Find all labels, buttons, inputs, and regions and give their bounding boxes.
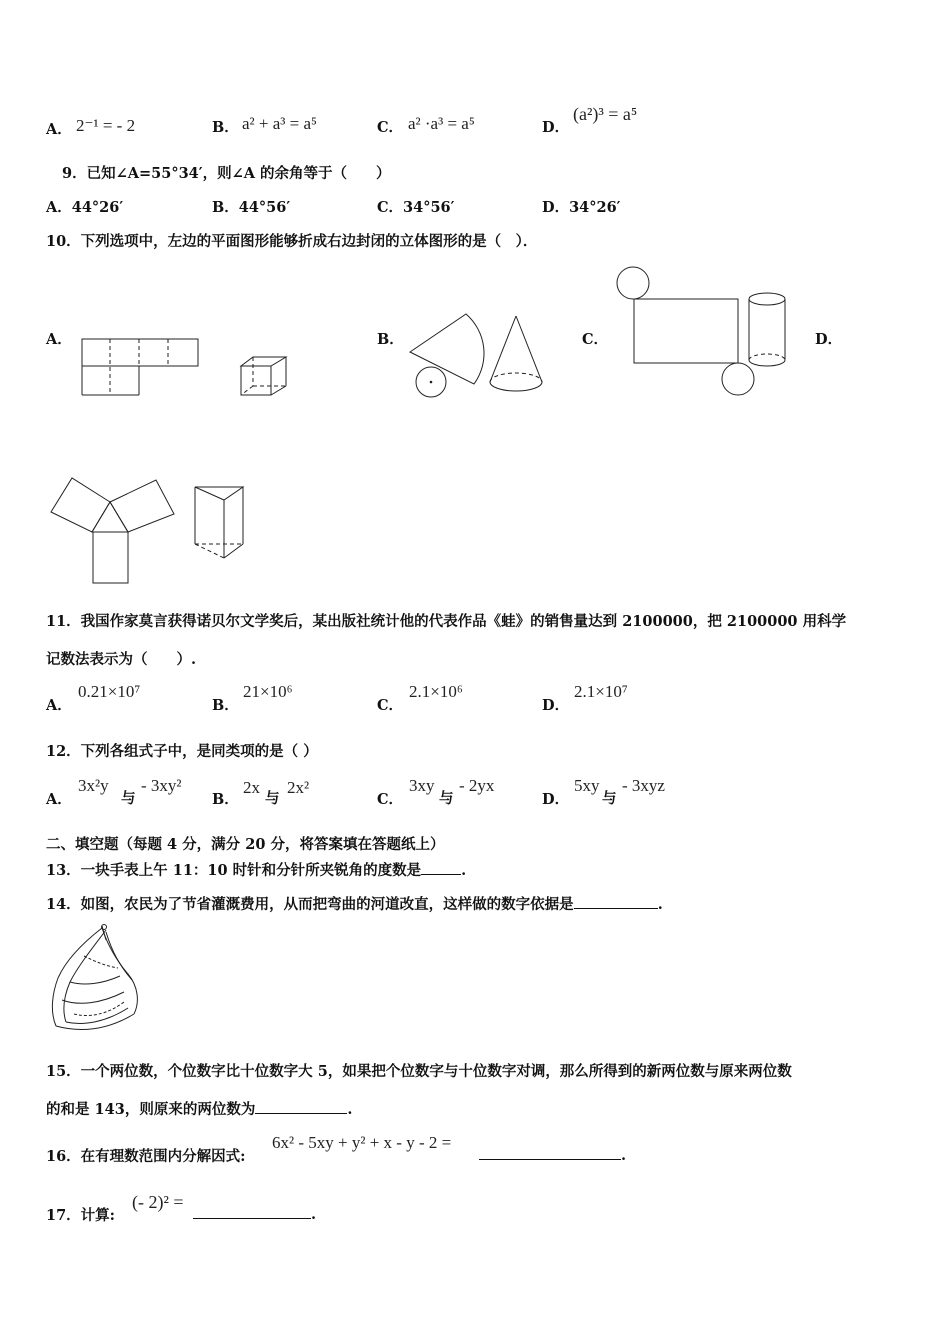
q11-option-b-expr: 21×10⁶ [243, 682, 293, 701]
q12-option-d-letter: D． [542, 791, 570, 808]
q12-option-d-left: 5xy [574, 776, 600, 795]
q15-answer-blank[interactable] [255, 1099, 347, 1114]
q16-answer-blank[interactable] [479, 1145, 621, 1160]
q9-option-d: D．34°26′ [542, 199, 621, 216]
q11-option-d-letter: D． [542, 697, 570, 714]
q10-label-b: B． [377, 331, 404, 348]
q13-answer-blank[interactable] [421, 860, 461, 875]
q8-option-b-letter: B． [212, 119, 239, 136]
q17-blank-line [193, 1204, 316, 1223]
q10-c-cylinder-figure [744, 290, 790, 374]
q16-expr: 6x² - 5xy + y² + x - y - 2 = [272, 1133, 452, 1152]
q12-option-b-connector: 与 [265, 790, 280, 807]
q8-option-d-letter: D． [542, 119, 570, 136]
q13-line [46, 859, 466, 880]
q10-b-sector-circle-figure [404, 310, 486, 400]
q14-line [46, 893, 663, 914]
q15-line2 [46, 1098, 352, 1119]
q11-stem-line2: 记数法表示为（ ）. [46, 651, 197, 668]
q8-option-b-expr: a² + a³ = a⁵ [242, 114, 317, 133]
q16-end: . [621, 1147, 627, 1164]
q14-stem: 14．如图，农民为了节省灌溉费用，从而把弯曲的河道改直，这样做的数字依据是 [46, 896, 574, 913]
q10-a-cube-figure [238, 354, 292, 398]
q8-option-a-letter: A． [46, 121, 72, 138]
q16-stem: 16．在有理数范围内分解因式: [46, 1148, 246, 1165]
q17-expr: (- 2)² = [132, 1192, 184, 1212]
q13-end: . [461, 862, 467, 879]
q8-option-c-letter: C． [377, 119, 404, 136]
q10-c-cylinder-net-figure [612, 264, 756, 398]
q14-river-figure [44, 922, 144, 1038]
section2-heading: 二、填空题（每题 4 分，满分 20 分，将答案填在答题纸上） [46, 836, 445, 853]
q10-label-a: A． [46, 331, 72, 348]
q17-answer-blank[interactable] [193, 1204, 311, 1219]
q12-option-b-right: 2x² [287, 778, 310, 797]
q15-stem-line2: 的和是 143，则原来的两位数为 [46, 1101, 256, 1118]
q12-option-c-right: - 2yx [459, 776, 495, 795]
q14-answer-blank[interactable] [574, 894, 658, 909]
q11-option-b-letter: B． [212, 697, 239, 714]
q12-option-b-left: 2x [243, 778, 260, 797]
q9-option-c: C．34°56′ [377, 199, 455, 216]
q10-a-net-figure [78, 334, 202, 398]
q16-blank-line [479, 1145, 626, 1164]
q17-stem: 17．计算: [46, 1207, 116, 1224]
q11-stem-line1: 11．我国作家莫言获得诺贝尔文学奖后，某出版社统计他的代表作品《蛙》的销售量达到 2100000，把 2100000 用科学 [46, 613, 847, 630]
q12-option-a-letter: A． [46, 791, 72, 808]
q14-end: . [657, 896, 663, 913]
q12-option-d-connector: 与 [602, 790, 617, 807]
q11-option-a-expr: 0.21×10⁷ [78, 682, 141, 701]
q12-option-c-connector: 与 [439, 790, 454, 807]
q11-option-a-letter: A． [46, 697, 72, 714]
q12-option-a-left: 3x²y [78, 776, 109, 795]
q10-b-cone-figure [486, 312, 548, 398]
q8-option-d-expr: (a²)³ = a⁵ [573, 104, 638, 124]
q15-end: . [347, 1101, 353, 1118]
q10-d-prism-figure [190, 484, 250, 564]
q12-stem: 12．下列各组式子中，是同类项的是（ ） [46, 743, 318, 760]
q12-option-c-letter: C． [377, 791, 404, 808]
q10-label-d: D． [815, 331, 843, 348]
q9-option-a: A．44°26′ [46, 199, 124, 216]
q10-label-c: C． [582, 331, 609, 348]
q11-option-d-expr: 2.1×10⁷ [574, 682, 628, 701]
q17-end: . [311, 1206, 317, 1223]
q12-option-b-letter: B． [212, 791, 239, 808]
q12-option-a-right: - 3xy² [141, 776, 182, 795]
q8-option-c-expr: a² ·a³ = a⁵ [408, 114, 475, 133]
q12-option-d-right: - 3xyz [622, 776, 665, 795]
q13-stem: 13．一块手表上午 11：10 时针和分针所夹锐角的度数是 [46, 862, 422, 879]
q9-stem: 9．已知∠A=55°34′，则∠A 的余角等于（ ） [62, 165, 391, 182]
q10-d-prism-net-figure [46, 474, 180, 588]
q15-stem-line1: 15．一个两位数，个位数字比十位数字大 5，如果把个位数字与十位数字对调，那么所得到的新两位数与原来两位数 [46, 1063, 792, 1080]
q11-option-c-letter: C． [377, 697, 404, 714]
q12-option-c-left: 3xy [409, 776, 435, 795]
q9-option-b: B．44°56′ [212, 199, 291, 216]
q12-option-a-connector: 与 [121, 790, 136, 807]
q8-option-a-expr: 2⁻¹ = - 2 [76, 116, 136, 135]
q11-option-c-expr: 2.1×10⁶ [409, 682, 463, 701]
q10-stem: 10．下列选项中，左边的平面图形能够折成右边封闭的立体图形的是（ ）． [46, 233, 538, 250]
